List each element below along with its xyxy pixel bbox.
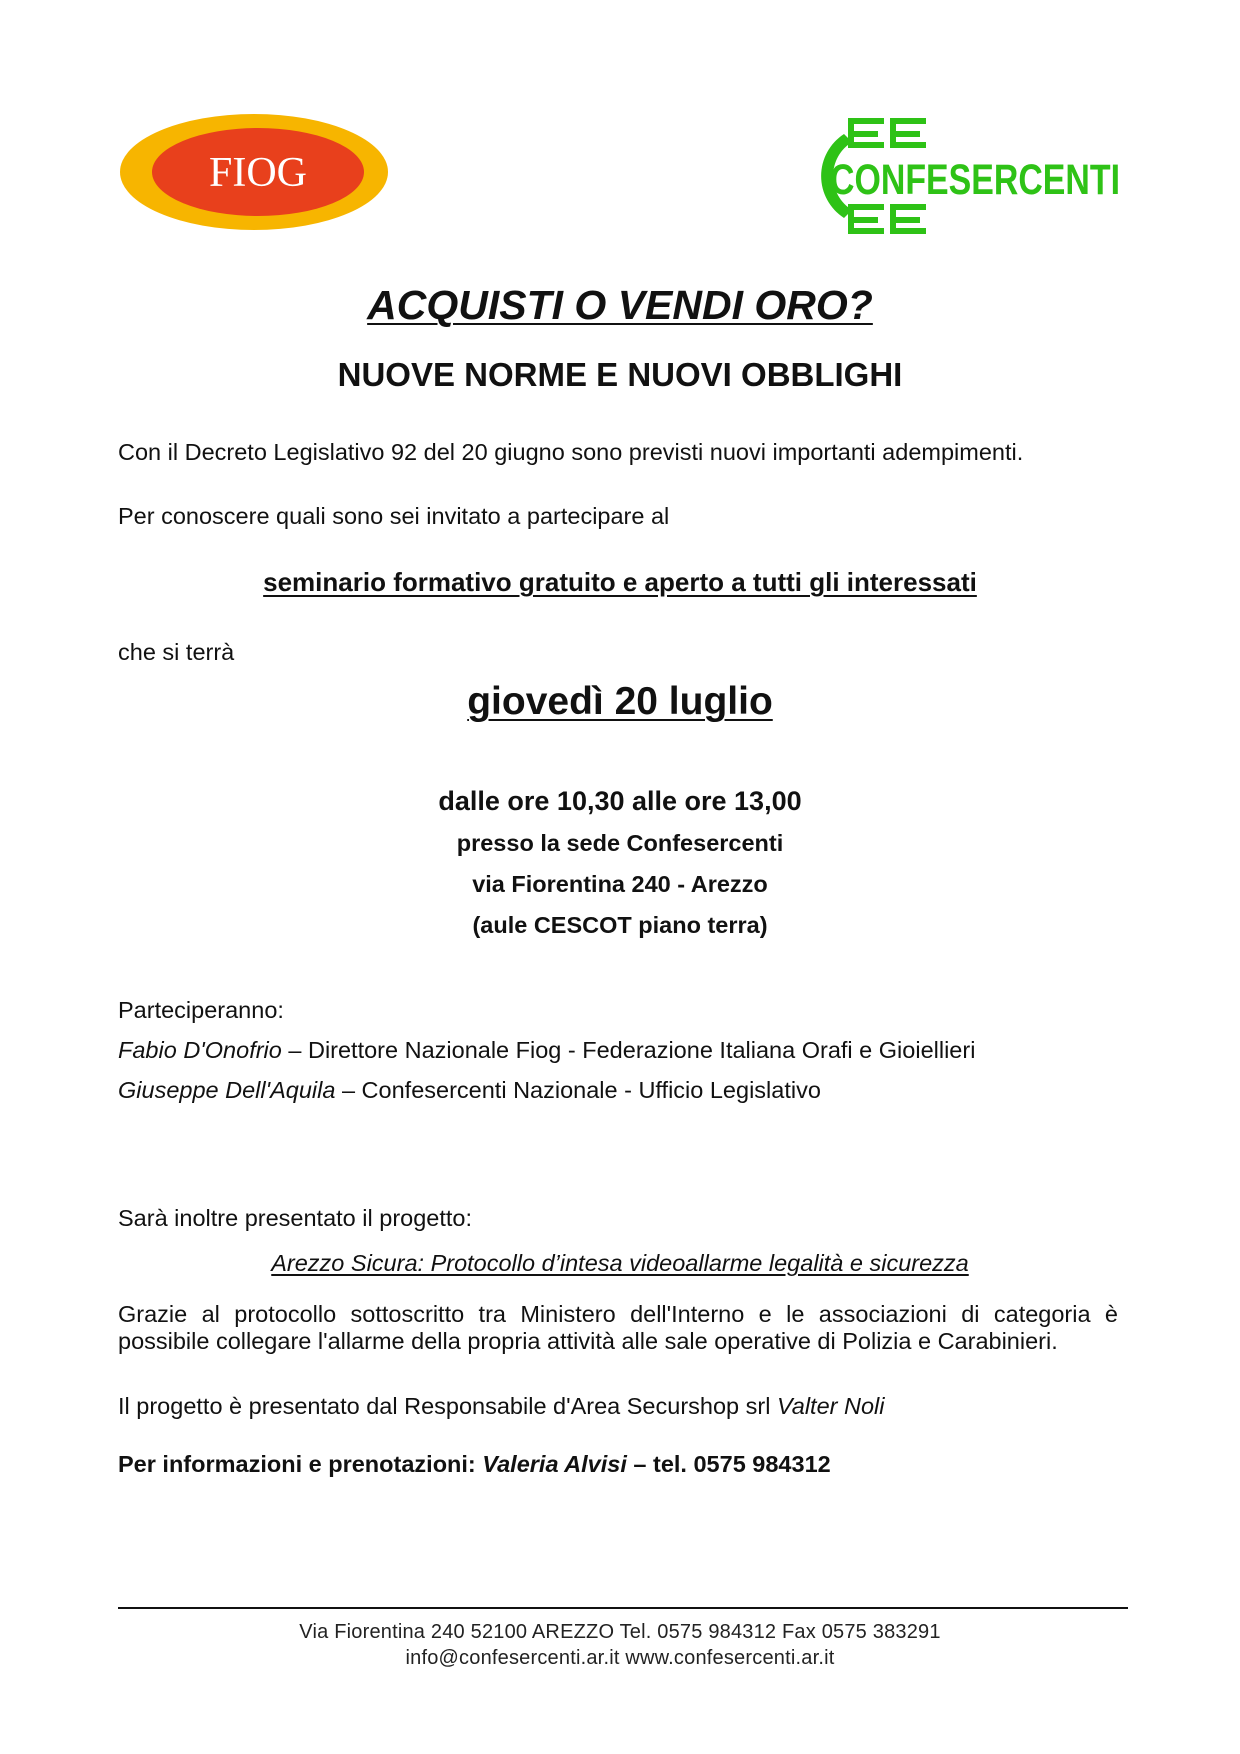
- participant-row: [118, 1076, 821, 1104]
- footer-divider: [118, 1607, 1128, 1609]
- participant-role: – Confesercenti Nazionale - Ufficio Legislativo: [335, 1077, 821, 1103]
- held-text: che si terrà: [118, 639, 235, 665]
- page-subtitle: NUOVE NORME E NUOVI OBBLIGHI: [337, 356, 903, 393]
- footer-address: Via Fiorentina 240 52100 AREZZO Tel. 0575 984312 Fax 0575 383291: [299, 1621, 941, 1643]
- fiog-logo: [118, 112, 390, 232]
- fiog-logo-text: FIOG: [208, 150, 308, 196]
- event-time: dalle ore 10,30 alle ore 13,00: [438, 786, 802, 816]
- event-date: giovedì 20 luglio: [467, 680, 773, 723]
- seminar-title: seminario formativo gratuito e aperto a tutti gli interessati: [263, 567, 977, 597]
- footer-contacts: info@confesercenti.ar.it www.confesercenti.ar.it: [405, 1647, 835, 1669]
- contact-tel: – tel. 0575 984312: [626, 1451, 831, 1477]
- participants-heading: Parteciperanno:: [118, 997, 284, 1023]
- project-description-line-2: possibile collegare l'allarme della propria attività alle sale operative di Polizia e Carabinieri.: [118, 1328, 1058, 1354]
- presenter-line: [118, 1392, 885, 1420]
- project-description-line-1: Grazie al protocollo sottoscritto tra Ministero dell'Interno e le associazioni di categoria è: [118, 1301, 1118, 1327]
- presenter-prefix: Il progetto è presentato dal Responsabile d'Area Securshop srl: [118, 1393, 777, 1419]
- page-title: ACQUISTI O VENDI ORO?: [367, 282, 873, 328]
- contact-name: Valeria Alvisi: [482, 1451, 627, 1477]
- invite-paragraph: Per conoscere quali sono sei invitato a partecipare al: [118, 503, 670, 529]
- participant-name: Fabio D'Onofrio: [118, 1037, 282, 1063]
- project-intro: Sarà inoltre presentato il progetto:: [118, 1205, 473, 1231]
- location-line-1: presso la sede Confesercenti: [456, 830, 784, 856]
- project-name: Arezzo Sicura: Protocollo d’intesa videoallarme legalità e sicurezza: [271, 1250, 969, 1276]
- location-line-3: (aule CESCOT piano terra): [472, 912, 768, 938]
- presenter-name: Valter Noli: [776, 1393, 885, 1419]
- participant-row: [118, 1036, 975, 1064]
- intro-paragraph: Con il Decreto Legislativo 92 del 20 giugno sono previsti nuovi importanti adempimenti.: [118, 439, 1024, 465]
- contact-line: [118, 1450, 831, 1478]
- location-line-2: via Fiorentina 240 - Arezzo: [472, 871, 768, 897]
- confesercenti-logo-text: CONFESERCENTI: [830, 156, 1120, 204]
- confesercenti-logo: [800, 112, 1125, 242]
- participant-role: – Direttore Nazionale Fiog - Federazione Italiana Orafi e Gioiellieri: [281, 1037, 976, 1063]
- contact-label: Per informazioni e prenotazioni:: [118, 1451, 483, 1477]
- participant-name: Giuseppe Dell'Aquila: [118, 1077, 336, 1103]
